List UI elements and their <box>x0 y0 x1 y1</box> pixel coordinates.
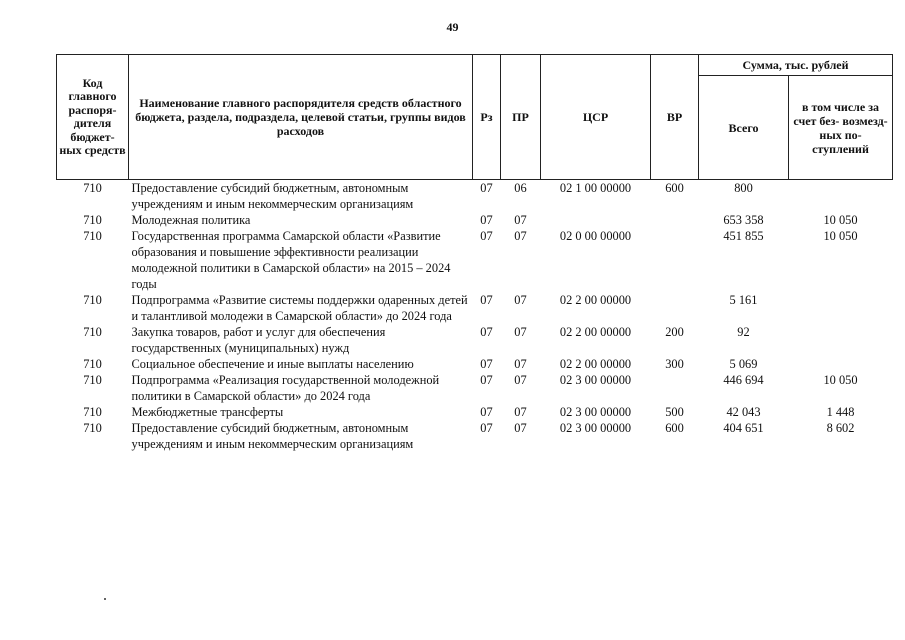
row-vr <box>651 228 699 292</box>
row-code: 710 <box>83 181 102 195</box>
row-name: Закупка товаров, работ и услуг для обеспечения государственных (муниципальных) нужд <box>131 325 386 355</box>
row-name: Подпрограмма «Развитие системы поддержки одаренных детей и талантливой молодежи в Самарской области» до 2024 года <box>131 293 468 323</box>
row-free: 10 050 <box>823 213 858 227</box>
row-total: 5 069 <box>729 357 758 371</box>
row-vr: 300 <box>665 357 684 371</box>
table-row <box>57 212 893 228</box>
row-rz: 07 <box>480 213 493 227</box>
row-free: 1 448 <box>826 405 855 419</box>
row-total: 800 <box>734 181 753 195</box>
row-free: 8 602 <box>826 421 855 435</box>
row-code: 710 <box>83 373 102 387</box>
table-row <box>57 292 893 324</box>
row-name: Молодежная политика <box>131 213 251 227</box>
row-code: 710 <box>83 325 102 339</box>
table-header <box>57 55 893 180</box>
row-rz: 07 <box>480 373 493 387</box>
page-number: 49 <box>446 20 459 34</box>
row-pr: 07 <box>514 405 527 419</box>
row-vr: 600 <box>665 181 684 195</box>
row-free: 10 050 <box>823 373 858 387</box>
table-row <box>57 356 893 372</box>
row-vr <box>651 292 699 324</box>
header-free: в том числе за счет без- возмезд- ных по- ступлений <box>789 76 893 180</box>
header-csr: ЦСР <box>541 55 651 180</box>
row-pr: 07 <box>514 421 527 435</box>
header-pr: ПР <box>501 55 541 180</box>
table-row <box>57 180 893 213</box>
budget-table <box>56 54 893 452</box>
row-rz: 07 <box>480 357 493 371</box>
row-csr: 02 0 00 00000 <box>559 229 632 243</box>
header-total: Всего <box>699 76 789 180</box>
row-total: 451 855 <box>723 229 764 243</box>
row-free <box>789 356 893 372</box>
row-rz: 07 <box>480 325 493 339</box>
row-code: 710 <box>83 293 102 307</box>
row-code: 710 <box>83 405 102 419</box>
row-rz: 07 <box>480 229 493 243</box>
row-pr: 07 <box>514 357 527 371</box>
row-csr: 02 2 00 00000 <box>559 325 632 339</box>
row-free <box>789 180 893 213</box>
row-name: Государственная программа Самарской области «Развитие образования и повышение эффективности реализации молодежной политики в Самарской области» на 2015 – 2024 годы <box>131 229 451 291</box>
row-name: Предоставление субсидий бюджетным, автономным учреждениям и иным некоммерческим организациям <box>131 181 414 211</box>
header-code: Код главного распоря- дителя бюджет- ных средств <box>57 55 129 180</box>
table-body <box>57 180 893 453</box>
row-total: 92 <box>737 325 750 339</box>
row-code: 710 <box>83 421 102 435</box>
row-free: 10 050 <box>823 229 858 243</box>
row-pr: 07 <box>514 325 527 339</box>
table-row <box>57 324 893 356</box>
row-rz: 07 <box>480 293 493 307</box>
table-row <box>57 372 893 404</box>
row-pr: 07 <box>514 373 527 387</box>
row-csr: 02 2 00 00000 <box>559 293 632 307</box>
row-total: 404 651 <box>723 421 764 435</box>
row-vr <box>651 212 699 228</box>
header-rz: Рз <box>473 55 501 180</box>
row-csr: 02 2 00 00000 <box>559 357 632 371</box>
table-row <box>57 420 893 452</box>
table-row <box>57 228 893 292</box>
table-row <box>57 404 893 420</box>
row-rz: 07 <box>480 181 493 195</box>
row-code: 710 <box>83 229 102 243</box>
row-rz: 07 <box>480 421 493 435</box>
header-vr: ВР <box>651 55 699 180</box>
header-sum: Сумма, тыс. рублей <box>699 55 893 76</box>
row-name: Предоставление субсидий бюджетным, автономным учреждениям и иным некоммерческим организациям <box>131 421 414 451</box>
row-pr: 07 <box>514 229 527 243</box>
row-code: 710 <box>83 213 102 227</box>
row-total: 653 358 <box>723 213 764 227</box>
row-csr: 02 1 00 00000 <box>559 181 632 195</box>
row-total: 42 043 <box>726 405 761 419</box>
row-pr: 07 <box>514 213 527 227</box>
scan-dot <box>104 598 106 600</box>
header-name: Наименование главного распорядителя средств областного бюджета, раздела, подраздела, целевой статьи, группы видов расходов <box>129 55 473 180</box>
row-csr <box>541 212 651 228</box>
row-name: Подпрограмма «Реализация государственной молодежной политики в Самарской области» до 2024 года <box>131 373 440 403</box>
row-csr: 02 3 00 00000 <box>559 421 632 435</box>
row-pr: 07 <box>514 293 527 307</box>
row-free <box>789 324 893 356</box>
row-name: Межбюджетные трансферты <box>131 405 284 419</box>
row-total: 446 694 <box>723 373 764 387</box>
row-csr: 02 3 00 00000 <box>559 373 632 387</box>
row-code: 710 <box>83 357 102 371</box>
row-name: Социальное обеспечение и иные выплаты населению <box>131 357 414 371</box>
row-rz: 07 <box>480 405 493 419</box>
row-vr <box>651 372 699 404</box>
row-free <box>789 292 893 324</box>
row-total: 5 161 <box>729 293 758 307</box>
row-pr: 06 <box>514 181 527 195</box>
row-vr: 600 <box>665 421 684 435</box>
row-vr: 500 <box>665 405 684 419</box>
row-csr: 02 3 00 00000 <box>559 405 632 419</box>
row-vr: 200 <box>665 325 684 339</box>
